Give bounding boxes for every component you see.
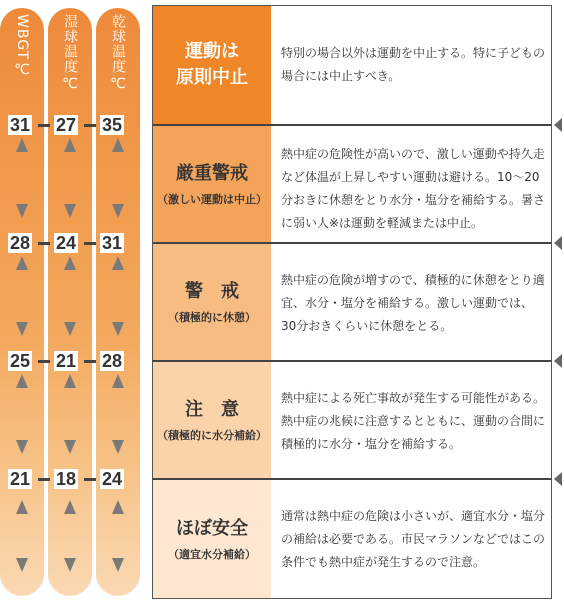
level-cell-caution: [153, 361, 271, 478]
arrow-down-icon: [16, 558, 28, 572]
dry-bulb-value: 28: [102, 351, 123, 371]
arrow-down-icon: [64, 322, 76, 336]
arrow-down-icon: [112, 204, 124, 218]
threshold-line: [153, 242, 551, 244]
arrow-up-icon: [112, 374, 124, 388]
dry-bulb-value: 35: [102, 115, 123, 135]
level-subtitle: （激しい運動は中止）: [157, 192, 267, 206]
level-description: 熱中症の危険性が高いので、激しい運動や持久走など体温が上昇しやすい運動は避ける。10〜20分おきに休憩をとり水分・塩分を補給する。暑さに弱い人※は運動を軽減または中止。: [281, 147, 546, 230]
arrow-down-icon: [64, 204, 76, 218]
arrow-up-icon: [64, 500, 76, 514]
wbgt-header-unit: ℃: [14, 62, 30, 79]
threshold-line: [153, 124, 551, 126]
threshold-marker-icon: [554, 472, 562, 486]
level-title: 運動は 原則中止: [176, 41, 248, 88]
dry-bulb-value: 31: [102, 233, 123, 253]
level-cell-warning: [153, 243, 271, 360]
arrow-down-icon: [16, 322, 28, 336]
level-title: ほぼ安全: [176, 517, 248, 539]
arrow-up-icon: [64, 374, 76, 388]
wbgt-value: 31: [10, 115, 31, 135]
wet-bulb-header-label: 湿球温度: [62, 14, 78, 74]
level-title: 注 意: [185, 398, 239, 420]
level-subtitle: （積極的に休憩）: [168, 310, 256, 324]
arrow-down-icon: [16, 204, 28, 218]
wet-bulb-value: 18: [56, 469, 77, 489]
wbgt-header: [0, 14, 44, 78]
level-description: 熱中症の危険が増すので、積極的に休憩をとり適宜、水分・塩分を補給する。激しい運動では、30分おきくらいに休憩をとる。: [281, 273, 545, 333]
wet-bulb-value: 21: [56, 351, 77, 371]
arrow-up-icon: [64, 256, 76, 270]
arrow-down-icon: [64, 440, 76, 454]
wbgt-value: 21: [10, 469, 31, 489]
threshold-dash: [38, 478, 50, 481]
arrow-up-icon: [16, 256, 28, 270]
level-cell-safe: [153, 479, 271, 598]
arrow-up-icon: [16, 138, 28, 152]
threshold-marker-icon: [554, 236, 562, 250]
threshold-dash: [38, 124, 50, 127]
level-subtitle: （積極的に水分補給）: [157, 428, 267, 442]
dry-bulb-value: 24: [102, 469, 123, 489]
arrow-up-icon: [16, 500, 28, 514]
arrow-down-icon: [16, 440, 28, 454]
level-subtitle: （適宜水分補給）: [168, 547, 256, 561]
dry-bulb-header-unit: ℃: [110, 76, 126, 92]
dry-bulb-header: [96, 14, 140, 92]
arrow-down-icon: [112, 440, 124, 454]
threshold-marker-icon: [554, 118, 562, 132]
threshold-dash: [38, 360, 50, 363]
level-cell-stop: [153, 6, 271, 124]
wbgt-value: 25: [10, 351, 31, 371]
wet-bulb-header: [48, 14, 92, 92]
arrow-down-icon: [64, 558, 76, 572]
arrow-down-icon: [112, 322, 124, 336]
wbgt-header-label: WBGT: [14, 14, 30, 61]
threshold-dash: [38, 242, 50, 245]
threshold-line: [153, 478, 551, 480]
arrow-up-icon: [16, 374, 28, 388]
level-description: 熱中症による死亡事故が発生する可能性がある。熱中症の兆候に注意するとともに、運動の合間に積極的に水分・塩分を補給する。: [281, 391, 546, 451]
threshold-dash: [84, 478, 96, 481]
level-description: 通常は熱中症の危険は小さいが、適宜水分・塩分の補給は必要である。市民マラソンなどではこの条件でも熱中症が発生するので注意。: [281, 509, 546, 569]
level-title: 厳重警戒: [176, 162, 248, 184]
arrow-up-icon: [112, 138, 124, 152]
level-description: 特別の場合以外は運動を中止する。特に子どもの場合には中止すべき。: [281, 46, 546, 83]
threshold-line: [153, 360, 551, 362]
threshold-dash: [84, 124, 96, 127]
level-cell-severe: [153, 125, 271, 242]
threshold-marker-icon: [554, 354, 562, 368]
wbgt-value: 28: [10, 233, 31, 253]
threshold-dash: [84, 242, 96, 245]
arrow-up-icon: [64, 138, 76, 152]
arrow-down-icon: [112, 558, 124, 572]
arrow-up-icon: [112, 500, 124, 514]
level-title: 警 戒: [185, 280, 239, 302]
wet-bulb-value: 27: [56, 115, 77, 135]
threshold-dash: [84, 360, 96, 363]
arrow-up-icon: [112, 256, 124, 270]
wet-bulb-header-unit: ℃: [62, 76, 78, 92]
dry-bulb-header-label: 乾球温度: [110, 14, 126, 74]
wet-bulb-value: 24: [56, 233, 77, 253]
